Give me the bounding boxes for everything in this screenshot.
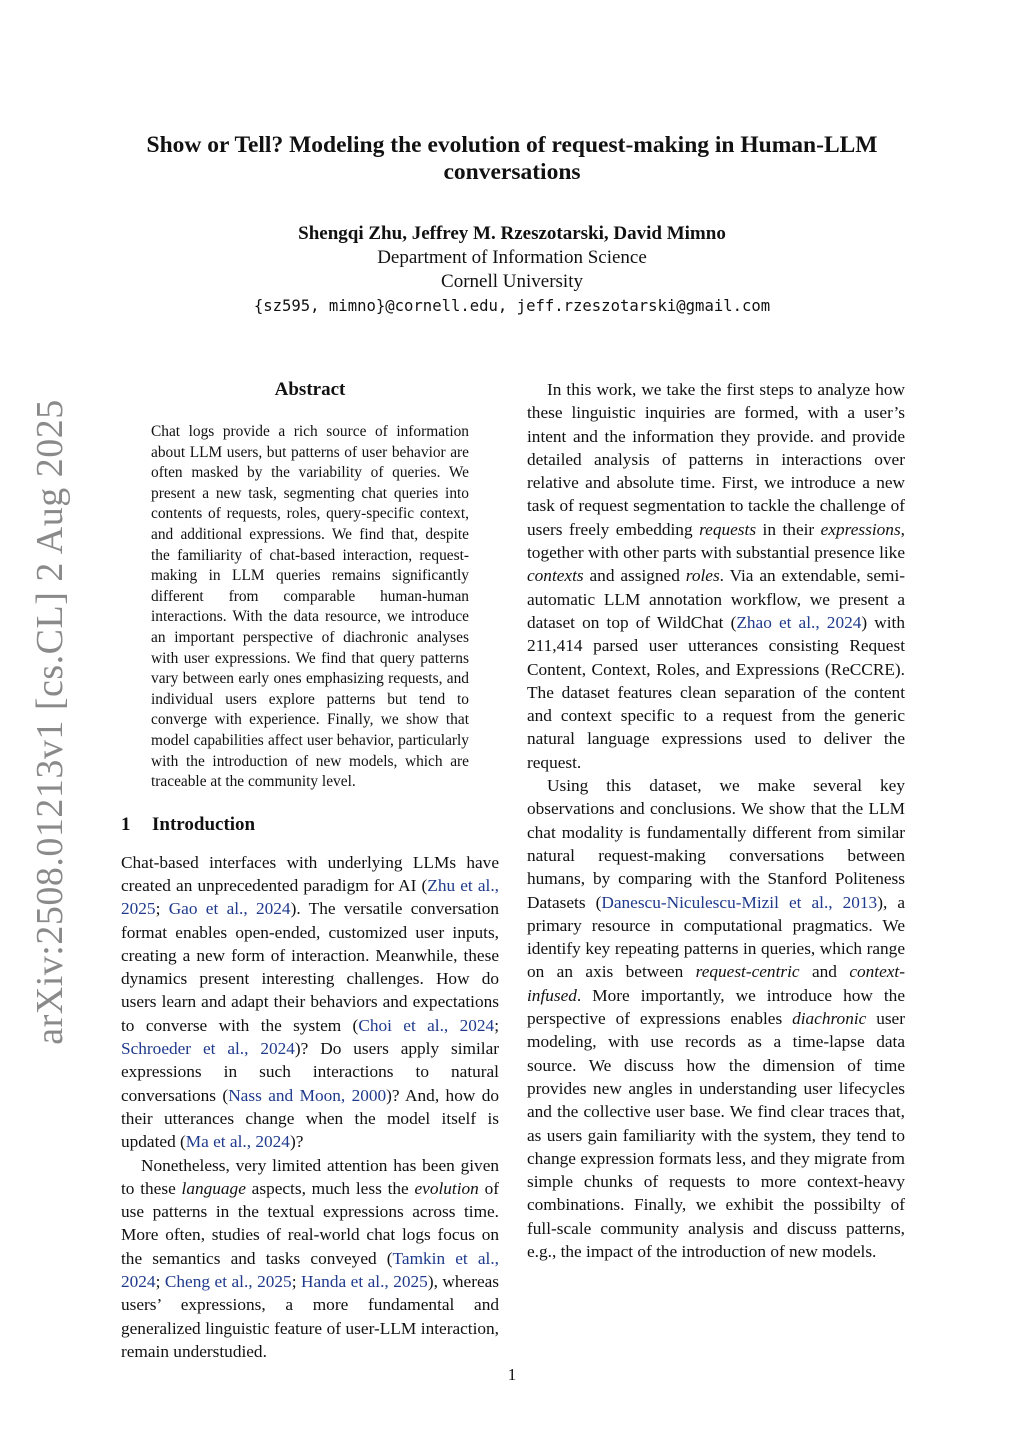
- section-title: Introduction: [152, 813, 256, 835]
- citation-link[interactable]: Tamkin et al., 2024: [121, 1248, 499, 1292]
- intro-paragraph-2a: Nonetheless, very limited attention has been given to these language aspects, much less the evolution of use patterns in the textual expressions across time. More often, studies of real-world chat logs focus on the semantics and tasks conveyed (Tamkin et al., 2024; Cheng et al., 2025; Handa et al., 2025), whereas users’ expressions, a more fundamental and generalized linguistic feature of user-LLM interaction, remain understudied.: [121, 1155, 500, 1361]
- abstract-heading: Abstract: [274, 379, 346, 400]
- abstract-text: Chat logs provide a rich source of information about LLM users, but patterns of user behavior are often masked by the variability of queries. We present a new task, segmenting chat queries into contents of requests, roles, query-specific context, and additional expressions. We find that, despite the familiarity of chat-based interaction, request-making in LLM queries remains significantly different from comparable human-human interactions. With the data resource, we introduce an important perspective of diachronic analyses with user expressions. We find that query patterns vary between early ones emphasizing requests, and individual users explore patterns but tend to converge with experience. Finally, we show that model capabilities affect user behavior, particularly with the introduction of new models, which are traceable at the community level.: [151, 423, 469, 791]
- author-university: Cornell University: [441, 271, 583, 292]
- arxiv-watermark: arXiv:2508.01213v1 [cs.CL] 2 Aug 2025: [29, 399, 71, 1045]
- citation-link[interactable]: Choi et al., 2024: [358, 1015, 495, 1035]
- citation-link[interactable]: Handa et al., 2025: [301, 1272, 428, 1292]
- citation-link[interactable]: Schroeder et al., 2024: [121, 1039, 295, 1059]
- author-emails: {sz595, mimno}@cornell.edu, jeff.rzeszotarski@gmail.com: [253, 297, 771, 315]
- section-number: 1: [121, 813, 131, 835]
- intro-paragraph-4: Using this dataset, we make several key observations and conclusions. We show that the LLM chat modality is fundamentally different from similar natural request-making conversations between humans, by comparing with the Stanford Politeness Datasets (Danescu-Niculescu-Mizil et al., 2013), a primary resource in computational pragmatics. We identify key repeating patterns in queries, which range on an axis between request-centric and context-infused. More importantly, we introduce how the perspective of expressions enables diachronic user modeling, with use records as a time-lapse data source. We discuss how the dimension of time provides new angles in understanding user lifecycles and the collective user base. We find clear traces that, as users gain familiarity with the system, they tend to change expression formats less, and they migrate from simple chunks of requests to more context-heavy combinations. Finally, we exhibit the possibilty of full-scale community analysis and discuss patterns, e.g., the impact of the introduction of new models.: [527, 776, 905, 1261]
- author-block: [100, 222, 924, 318]
- citation-link[interactable]: Zhao et al., 2024: [736, 612, 862, 632]
- intro-paragraph-1: Chat-based interfaces with underlying LLMs have created an unprecedented paradigm for AI (Zhu et al., 2025; Gao et al., 2024). The versatile conversation format enables open-ended, customized user inputs, creating a new form of interaction. Meanwhile, these dynamics present interesting challenges. How do users learn and adapt their behaviors and expectations to converse with the system (Choi et al., 2024; Schroeder et al., 2024)? Do users apply similar expressions in such interactions to natural conversations (Nass and Moon, 2000)? And, how do their utterances change when the model itself is updated (Ma et al., 2024)?: [121, 852, 500, 1152]
- left-column: [121, 378, 499, 1363]
- citation-link[interactable]: Ma et al., 2024: [185, 1132, 290, 1152]
- section-heading-introduction: [121, 813, 499, 837]
- right-column: [527, 378, 905, 1263]
- author-names: Shengqi Zhu, Jeffrey M. Rzeszotarski, David Mimno: [298, 223, 726, 244]
- page-number: 1: [507, 1365, 517, 1384]
- citation-link[interactable]: Cheng et al., 2025: [164, 1272, 292, 1292]
- citation-link[interactable]: Danescu-Niculescu-Mizil et al., 2013: [601, 892, 878, 912]
- citation-link[interactable]: Gao et al., 2024: [168, 899, 291, 919]
- intro-paragraph-3: In this work, we take the first steps to analyze how these linguistic inquiries are formed, with a user’s intent and the information they provide. and provide detailed analysis of patterns in interactions over relative and absolute time. First, we introduce a new task of request segmentation to tackle the challenge of users freely embedding requests in their expressions, together with other parts with substantial presence like contexts and assigned roles. Via an extendable, semi-automatic LLM annotation workflow, we present a dataset on top of WildChat (Zhao et al., 2024) with 211,414 parsed user utterances consisting Request Content, Context, Roles, and Expressions (ReCCRE). The dataset features clean separation of the content and context specific to a request from the generic natural language expressions used to deliver the request.: [527, 380, 905, 772]
- citation-link[interactable]: Zhu et al., 2025: [121, 875, 499, 919]
- paper-title: Show or Tell? Modeling the evolution of request-making in Human-LLM conversations: [146, 132, 878, 185]
- citation-link[interactable]: Nass and Moon, 2000: [228, 1085, 387, 1105]
- author-department: Department of Information Science: [377, 247, 647, 268]
